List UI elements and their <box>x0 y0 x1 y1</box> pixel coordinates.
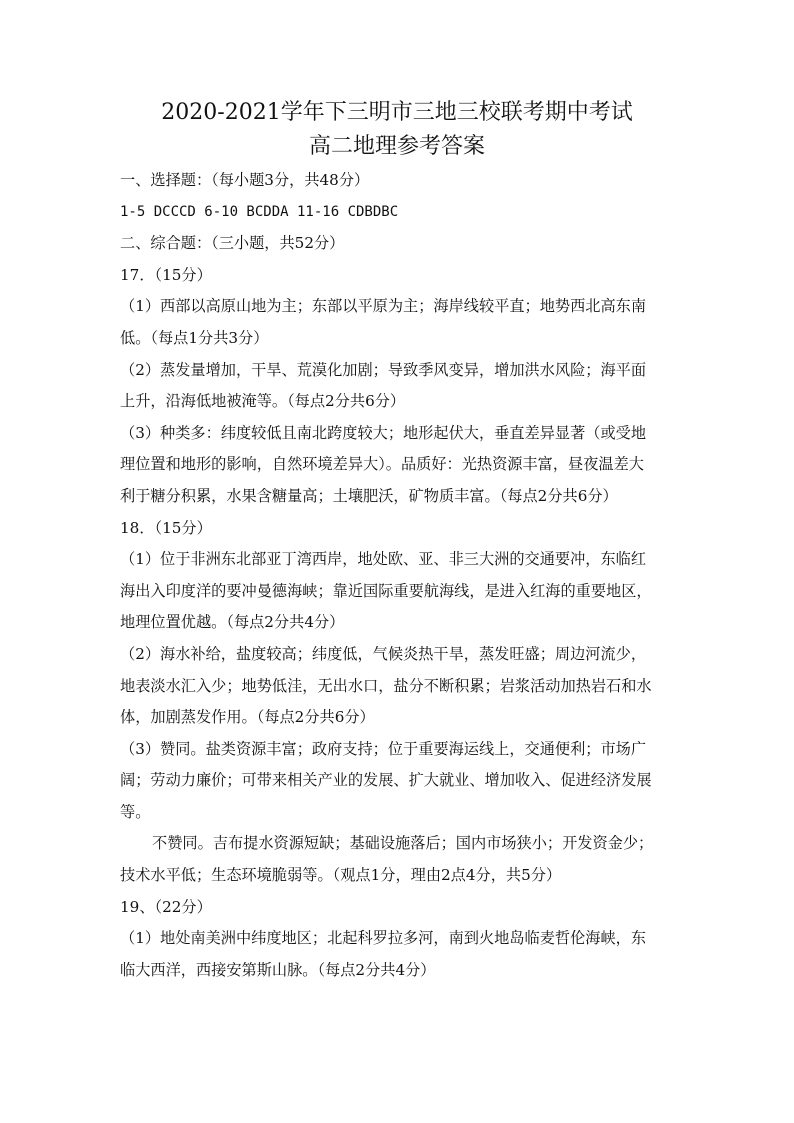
answer-line: 地理位置优越。（每点2分共4分） <box>120 613 345 632</box>
answer-line: （1）位于非洲东北部亚丁湾西岸，地处欧、亚、非三大洲的交通要冲，东临红 <box>120 550 647 569</box>
answer-line: （2）蒸发量增加，干旱、荒漠化加剧；导致季风变异，增加洪水风险；海平面 <box>120 360 647 379</box>
exam-subtitle: 高二地理参考答案 <box>308 134 485 159</box>
answer-line: 上升，沿海低地被淹等。（每点2分共6分） <box>120 392 406 411</box>
answer-line: 利于糖分积累，水果含糖量高；土壤肥沃，矿物质丰富。（每点2分共6分） <box>120 486 618 505</box>
answer-line: （3）赞同。盐类资源丰富；政府支持；位于重要海运线上，交通便利；市场广 <box>120 739 647 758</box>
title-block <box>0 96 794 164</box>
answer-line: 临大西洋，西接安第斯山脉。（每点2分共4分） <box>120 960 436 979</box>
question-17-heading: 17．（15分） <box>120 265 212 284</box>
answer-line: （1）地处南美洲中纬度地区；北起科罗拉多河，南到火地岛临麦哲伦海峡，东 <box>120 929 647 948</box>
answer-line: 阔；劳动力廉价；可带来相关产业的发展、扩大就业、增加收入、促进经济发展 <box>120 771 652 790</box>
answer-line: 地表淡水汇入少；地势低洼，无出水口，盐分不断积累；岩浆活动加热岩石和水 <box>120 676 652 695</box>
answer-line: 体，加剧蒸发作用。（每点2分共6分） <box>120 708 375 727</box>
answer-line: 理位置和地形的影响，自然环境差异大）。品质好：光热资源丰富，昼夜温差大 <box>120 455 644 474</box>
section-heading-choice: 一、选择题：（每小题3分，共48分） <box>120 171 370 189</box>
answer-line: 低。（每点1分共3分） <box>120 328 269 347</box>
answer-line: 海出入印度洋的要冲曼德海峡；靠近国际重要航海线，是进入红海的重要地区， <box>120 581 652 600</box>
answer-line: 技术水平低；生态环境脆弱等。（观点1分，理由2点4分，共5分） <box>120 866 562 885</box>
question-19-heading: 19、（22分） <box>120 897 212 916</box>
choice-answers: 1-5 DCCCD 6-10 BCDDA 11-16 CDBDBC <box>120 203 399 220</box>
answer-content <box>120 165 676 986</box>
exam-title: 2020-2021学年下三明市三地三校联考期中考试 <box>161 100 633 125</box>
answer-line: 等。 <box>120 802 151 821</box>
section-heading-comprehensive: 二、综合题：（三小题，共52分） <box>120 234 345 253</box>
answer-line: （3）种类多：纬度较低且南北跨度较大；地形起伏大，垂直差异显著（或受地 <box>120 423 647 442</box>
answer-line-indented: 不赞同。吉布提水资源短缺；基础设施落后；国内市场狭小；开发资金少； <box>152 834 654 853</box>
answer-line: （1）西部以高原山地为主；东部以平原为主；海岸线较平直；地势西北高东南 <box>120 297 647 316</box>
answer-line: （2）海水补给，盐度较高；纬度低，气候炎热干旱，蒸发旺盛；周边河流少， <box>120 644 647 663</box>
question-18-heading: 18．（15分） <box>120 518 212 537</box>
